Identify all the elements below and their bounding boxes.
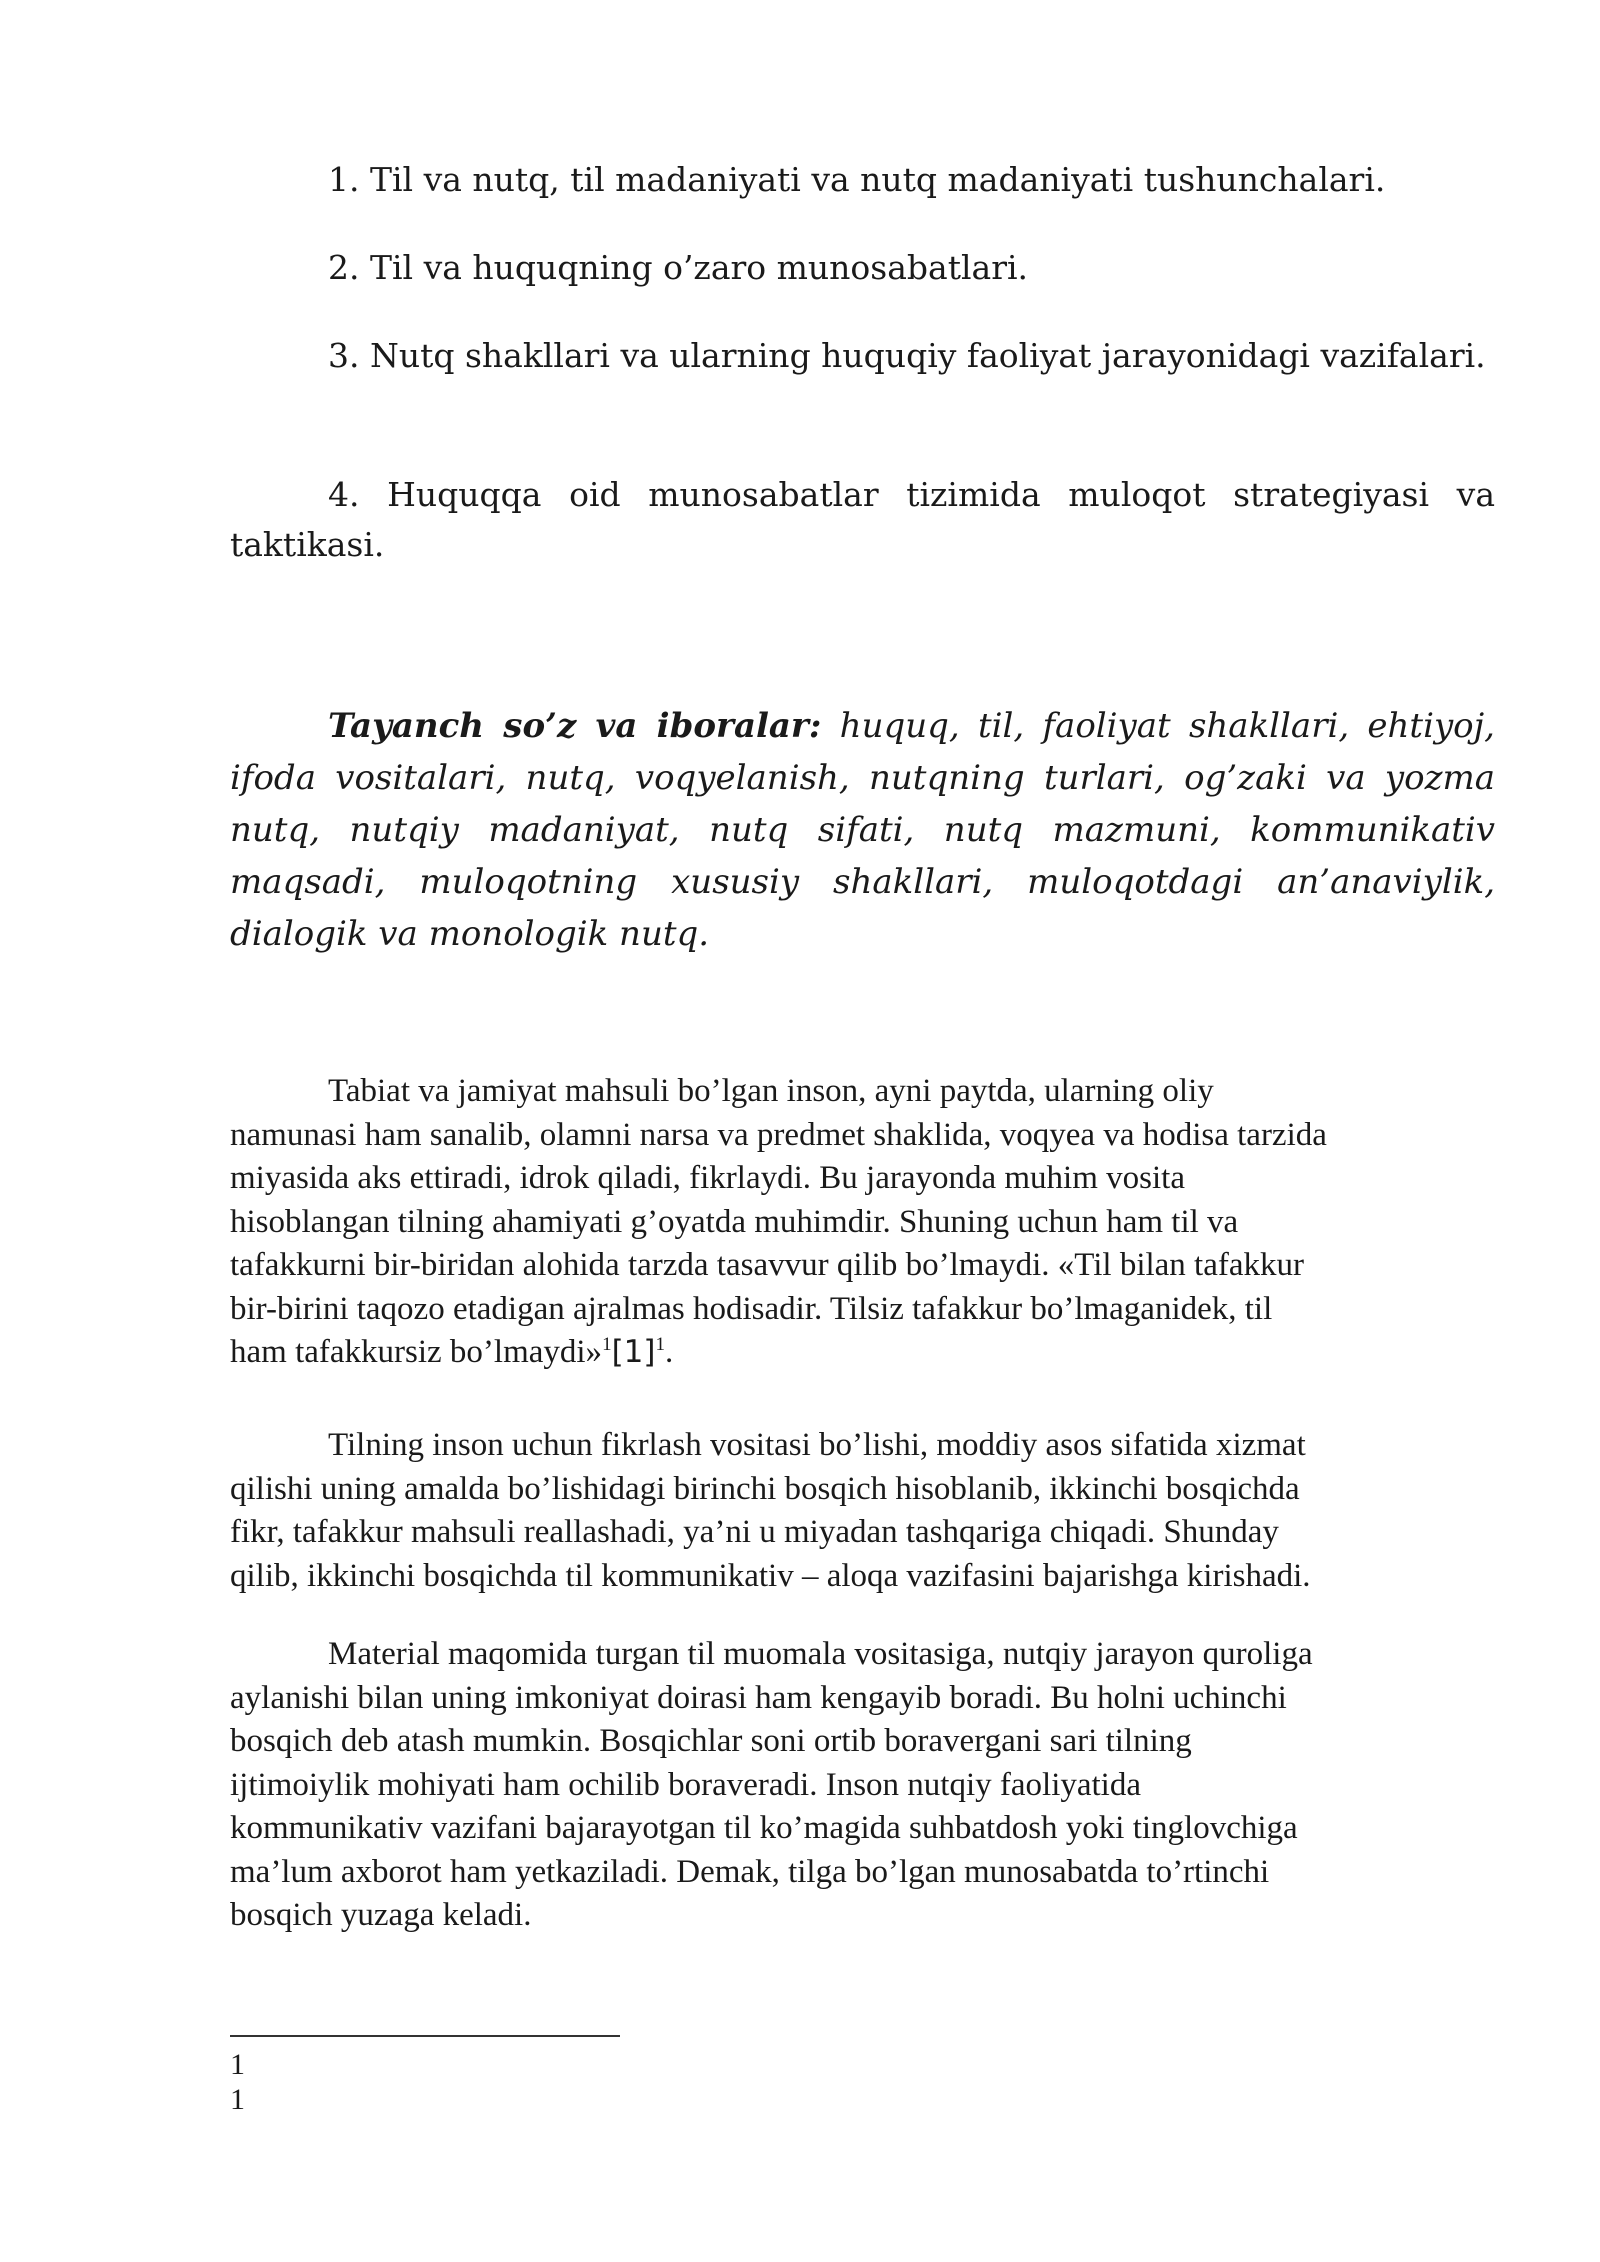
paragraph-line: kommunikativ vazifani bajarayotgan til ko’magida suhbatdosh yoki tinglovchiga [230,1810,1298,1846]
keywords-paragraph [230,700,1495,960]
body-paragraph-2 [230,1424,1500,1598]
citation-reference[interactable]: [1] [611,1334,656,1370]
paragraph-line: fikr, tafakkur mahsuli reallashadi, ya’ni u miyadan tashqariga chiqadi. Shunday [230,1514,1279,1550]
footnote-reference[interactable]: 1 [655,1334,665,1355]
footnote-number: 1 [230,2048,245,2081]
plan-item-1: 1. Til va nutq, til madaniyati va nutq madaniyati tushunchalari. [328,160,1386,199]
plan-item-3: 3. Nutq shakllari va ularning huquqiy faoliyat jarayonidagi vazifalari. [328,336,1486,375]
keywords-label: Tayanch so’z va iboralar: [328,706,822,746]
paragraph-line: miyasida aks ettiradi, idrok qiladi, fikrlaydi. Bu jarayonda muhim vosita [230,1160,1185,1196]
paragraph-line: namunasi ham sanalib, olamni narsa va predmet shaklida, voqyea va hodisa tarzida [230,1116,1327,1153]
body-paragraph-1 [230,1070,1500,1375]
paragraph-line: tafakkurni bir-biridan alohida tarzda tasavvur qilib bo’lmaydi. «Til bilan tafakkur [230,1247,1304,1283]
sentence-end: . [664,1334,674,1370]
paragraph-line [230,1331,1500,1375]
paragraph-line: bosqich yuzaga keladi. [230,1897,532,1933]
paragraph-line: ma’lum axborot ham yetkaziladi. Demak, tilga bo’lgan munosabatda to’rtinchi [230,1853,1270,1890]
paragraph-line: bir-birini taqozo etadigan ajralmas hodisadir. Tilsiz tafakkur bo’lmaganidek, til [230,1290,1273,1327]
plan-item-4: 4. Huquqqa oid munosabatlar tizimida muloqot strategiyasi va taktikasi. [230,475,1495,564]
paragraph-line: aylanishi bilan uning imkoniyat doirasi ham kengayib boradi. Bu holni uchinchi [230,1679,1287,1716]
paragraph-line: qilishi uning amalda bo’lishidagi birinchi bosqich hisoblanib, ikkinchi bosqichda [230,1470,1300,1507]
paragraph-line: Material maqomida turgan til muomala vositasiga, nutqiy jarayon quroliga [328,1636,1313,1672]
paragraph-line: ijtimoiylik mohiyati ham ochilib boraveradi. Inson nutqiy faoliyatida [230,1766,1141,1803]
paragraph-line: hisoblangan tilning ahamiyati g’oyatda muhimdir. Shuning uchun ham til va [230,1203,1239,1240]
keywords-list: huquq, til, faoliyat shakllari, ehtiyoj, ifoda vositalari, nutq, voqyelanish, nutqning turlari, og’zaki va yozma nutq, nutqiy madaniyat, nutq sifati, nutq mazmuni, kommunikativ maqsadi, muloqotning xususiy shakllari, muloqotdagi an’anaviylik, dialogik va monologik nutq. [230,706,1495,954]
body-paragraph-3 [230,1633,1500,1938]
paragraph-line: bosqich deb atash mumkin. Bosqichlar soni ortib boravergani sari tilning [230,1723,1192,1759]
footnote-number: 1 [230,2083,245,2116]
paragraph-line: Tabiat va jamiyat mahsuli bo’lgan inson, ayni paytda, ularning oliy [328,1073,1214,1109]
footnote-separator [230,2035,620,2037]
paragraph-line: qilib, ikkinchi bosqichda til kommunikativ – aloqa vazifasini bajarishga kirishadi. [230,1557,1311,1594]
plan-item-2: 2. Til va huquqning o’zaro munosabatlari. [328,248,1029,287]
paragraph-line: Tilning inson uchun fikrlash vositasi bo’lishi, moddiy asos sifatida xizmat [328,1427,1306,1463]
footnote-reference[interactable]: 1 [602,1334,612,1355]
paragraph-line-text: ham tafakkursiz bo’lmaydi» [230,1334,603,1370]
